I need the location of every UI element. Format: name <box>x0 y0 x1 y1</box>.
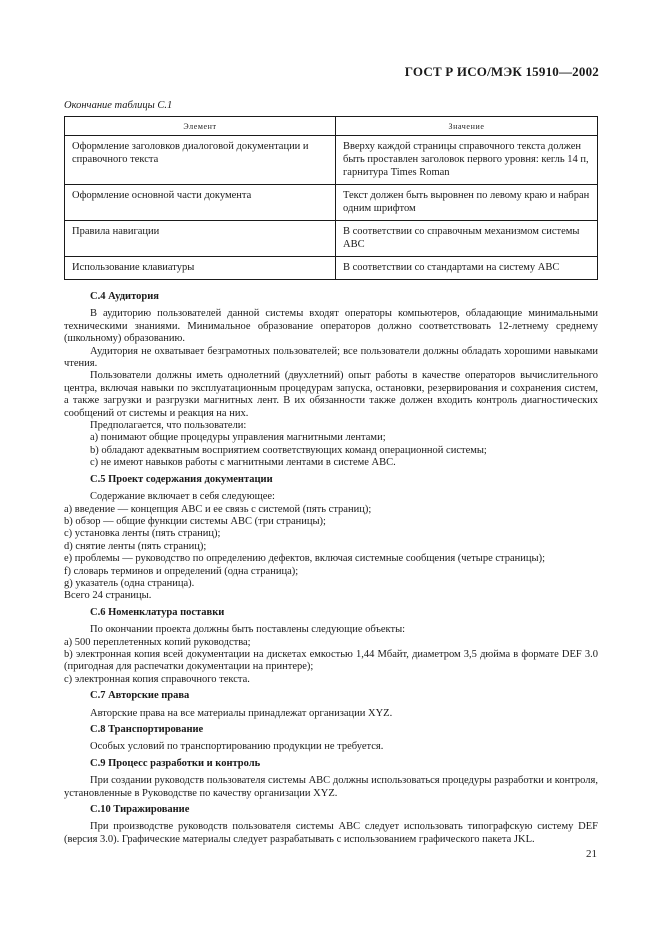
paragraph: Содержание включает в себя следующее: <box>90 491 275 503</box>
page-number: 21 <box>586 848 597 860</box>
table-cell-element: Оформление заголовков диалоговой документации и справочного текста <box>65 136 336 185</box>
paragraph: Всего 24 страницы. <box>64 590 152 602</box>
table-caption: Окончание таблицы С.1 <box>64 100 173 111</box>
table-row <box>65 136 598 185</box>
list-item: a) понимают общие процедуры управления магнитными лентами; <box>90 432 386 444</box>
table-header-row <box>65 117 598 136</box>
table-cell-value: Вверху каждой страницы справочного текста должен быть проставлен заголовок первого уровня: кегль 14 п, гарнитура Times Roman <box>336 136 598 185</box>
list-item: g) указатель (одна страница). <box>64 577 195 589</box>
list-item: c) установка ленты (пять страниц); <box>64 528 221 540</box>
table-row <box>65 257 598 280</box>
table-cell-value: Текст должен быть выровнен по левому краю и набран одним шрифтом <box>336 185 598 221</box>
section-heading: С.4 Аудитория <box>90 291 159 302</box>
list-item: c) не имеют навыков работы с магнитными лентами в системе ABC. <box>90 457 396 469</box>
paragraph: Предполагается, что пользователи: <box>90 420 247 432</box>
requirements-table <box>64 116 598 280</box>
paragraph: Авторские права на все материалы принадлежат организации XYZ. <box>90 707 393 719</box>
list-item: a) 500 переплетенных копий руководства; <box>64 636 251 648</box>
paragraph: Аудитория не охватывает безграмотных пользователей; все пользователи должны обладать хорошими навыками чтения. <box>64 345 598 370</box>
list-item: f) словарь терминов и определений (одна страница); <box>64 565 299 577</box>
paragraph: При производстве руководств пользователя системы ABC следует использовать типографскую систему DEF (версия 3.0). Графические материалы следует разрабатывать с использованием графического пакета JKL. <box>64 821 598 845</box>
list-item: d) снятие ленты (пять страниц); <box>64 540 207 552</box>
table-row <box>65 185 598 221</box>
table-cell-element: Правила навигации <box>65 221 336 257</box>
document-body <box>64 291 598 846</box>
section-heading: С.8 Транспортирование <box>90 724 204 735</box>
section-heading: С.9 Процесс разработки и контроль <box>90 757 261 769</box>
column-header-element: Элемент <box>65 117 336 136</box>
paragraph: Особых условий по транспортированию продукции не требуется. <box>90 741 384 753</box>
section-heading: С.5 Проект содержания документации <box>90 473 273 485</box>
table-cell-element: Использование клавиатуры <box>65 257 336 280</box>
list-item: e) проблемы — руководство по определению дефектов, включая системные сообщения (четыре страницы); <box>64 553 546 565</box>
paragraph: По окончании проекта должны быть поставлены следующие объекты: <box>90 624 406 636</box>
section-heading: С.6 Номенклатура поставки <box>90 606 225 618</box>
document-header: ГОСТ Р ИСО/МЭК 15910—2002 <box>404 64 599 79</box>
table-cell-value: В соответствии со стандартами на систему ABC <box>336 257 598 280</box>
table-row <box>65 221 598 257</box>
paragraph: При создании руководств пользователя системы ABC должны использоваться процедуры разработки и контроля, установленные в Руководстве по качеству организации XYZ. <box>64 775 598 799</box>
table-cell-element: Оформление основной части документа <box>65 185 336 221</box>
list-item: b) обладают адекватным восприятием соответствующих команд операционной системы; <box>90 444 487 456</box>
table-cell-value: В соответствии со справочным механизмом системы ABC <box>336 221 598 257</box>
paragraph: Пользователи должны иметь однолетний (двухлетний) опыт работы в качестве операторов вычислительного центра, включая навыки по эксплуатационным процедурам запуска, остановки, резервирования и сохранения систем, а также загрузки и разгрузки магнитных лент. В их обязанности также должен входить контроль диагностических сообщений от системы и реакция на них. <box>64 370 598 419</box>
list-item: c) электронная копия справочного текста. <box>64 673 250 685</box>
list-item: b) электронная копия всей документации на дискетах емкостью 1,44 Мбайт, диаметром 3,5 дюйма в формате DEF 3.0 (пригодная для распечатки документации на принтере); <box>64 648 598 673</box>
column-header-value: Значение <box>336 117 598 136</box>
paragraph: В аудиторию пользователей данной системы входят операторы компьютеров, обладающие минимальными техническими знаниями. Минимальное образование операторов должно соответствовать 12-летнему среднему (школьному) образованию. <box>64 308 598 345</box>
section-heading: С.10 Тиражирование <box>90 804 190 816</box>
list-item: a) введение — концепция ABC и ее связь с системой (пять страниц); <box>64 503 372 515</box>
section-heading: С.7 Авторские права <box>90 690 190 702</box>
list-item: b) обзор — общие функции системы ABC (три страницы); <box>64 515 326 527</box>
